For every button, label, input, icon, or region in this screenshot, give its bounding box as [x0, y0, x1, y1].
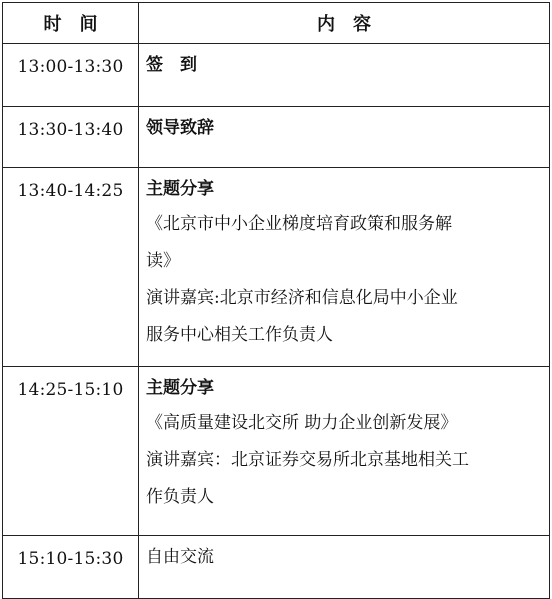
item-title: 主题分享	[146, 378, 214, 398]
talk-title-line: 读》	[146, 251, 180, 271]
table-row	[3, 107, 550, 168]
speaker-line: 演讲嘉宾：北京证券交易所北京基地相关工	[146, 450, 469, 470]
table-row	[3, 536, 550, 599]
table-row	[3, 168, 550, 367]
item-title: 签 到	[146, 55, 197, 75]
speaker-line: 服务中心相关工作负责人	[146, 325, 333, 345]
content-cell	[139, 44, 550, 107]
time-column-header: 时 间	[3, 3, 139, 44]
talk-title-line: 《高质量建设北交所 助力企业创新发展》	[146, 413, 458, 433]
time-cell: 13:00-13:30	[3, 44, 139, 107]
table-header-row	[3, 3, 550, 44]
content-column-header: 内 容	[139, 3, 550, 44]
item-title: 主题分享	[146, 179, 214, 199]
talk-title-line: 《北京市中小企业梯度培育政策和服务解	[146, 214, 452, 234]
time-cell: 13:40-14:25	[3, 168, 139, 367]
speaker-line: 作负责人	[146, 487, 214, 507]
content-cell	[139, 367, 550, 536]
content-cell	[139, 107, 550, 168]
speaker-line: 演讲嘉宾:北京市经济和信息化局中小企业	[146, 288, 458, 308]
content-cell	[139, 168, 550, 367]
time-cell: 14:25-15:10	[3, 367, 139, 536]
time-cell: 13:30-13:40	[3, 107, 139, 168]
time-cell: 15:10-15:30	[3, 536, 139, 599]
table-row	[3, 367, 550, 536]
table-row	[3, 44, 550, 107]
content-cell	[139, 536, 550, 599]
schedule-table	[2, 2, 550, 599]
item-text: 自由交流	[146, 547, 214, 567]
item-title: 领导致辞	[146, 118, 214, 138]
